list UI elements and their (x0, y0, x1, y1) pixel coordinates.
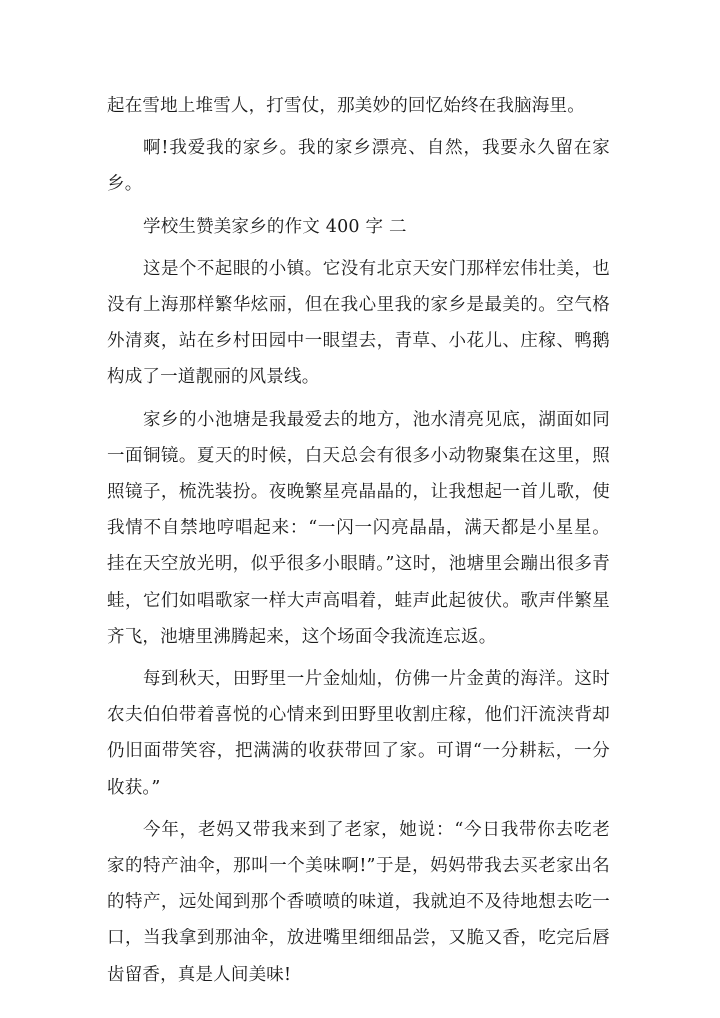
paragraph-autumn: 每到秋天，田野里一片金灿灿，仿佛一片金黄的海洋。这时农夫伯伯带着喜悦的心情来到田野里收割庄稼，他们汗流浃背却仍旧面带笑容，把满满的收获带回了家。可谓“一分耕耘，一分收获。” (107, 669, 610, 798)
paragraph-continuation: 起在雪地上堆雪人，打雪仗，那美妙的回忆始终在我脑海里。 (107, 96, 585, 116)
essay-heading: 学校生赞美家乡的作文 400 字 二 (143, 216, 407, 237)
paragraph-love-hometown: 啊!我爱我的家乡。我的家乡漂亮、自然，我要永久留在家乡。 (107, 138, 610, 195)
paragraph-small-town: 这是个不起眼的小镇。它没有北京天安门那样宏伟壮美，也没有上海那样繁华炫丽，但在我心里我的家乡是最美的。空气格外清爽，站在乡村田园中一眼望去，青草、小花儿、庄稼、鸭鹅构成了一道靓丽的风景线。 (107, 258, 610, 388)
document-body (107, 88, 610, 993)
paragraph-pond: 家乡的小池塘是我最爱去的地方，池水清亮见底，湖面如同一面铜镜。夏天的时候，白天总会有很多小动物聚集在这里，照照镜子，梳洗装扮。夜晚繁星亮晶晶的，让我想起一首儿歌，使我情不自禁地哼唱起来：“一闪一闪亮晶晶，满天都是小星星。挂在天空放光明，似乎很多小眼睛。”这时，池塘里会蹦出很多青蛙，它们如唱歌家一样大声高唱着，蛙声此起彼伏。歌声伴繁星齐飞，池塘里沸腾起来，这个场面令我流连忘返。 (107, 409, 610, 647)
paragraph-local-specialty: 今年，老妈又带我来到了老家，她说：“今日我带你去吃老家的特产油伞，那叫一个美味啊!”于是，妈妈带我去买老家出名的特产，远处闻到那个香喷喷的味道，我就迫不及待地想去吃一口，当我拿到那油伞，放进嘴里细细品尝，又脆又香，吃完后唇齿留香，真是人间美味! (107, 819, 610, 985)
